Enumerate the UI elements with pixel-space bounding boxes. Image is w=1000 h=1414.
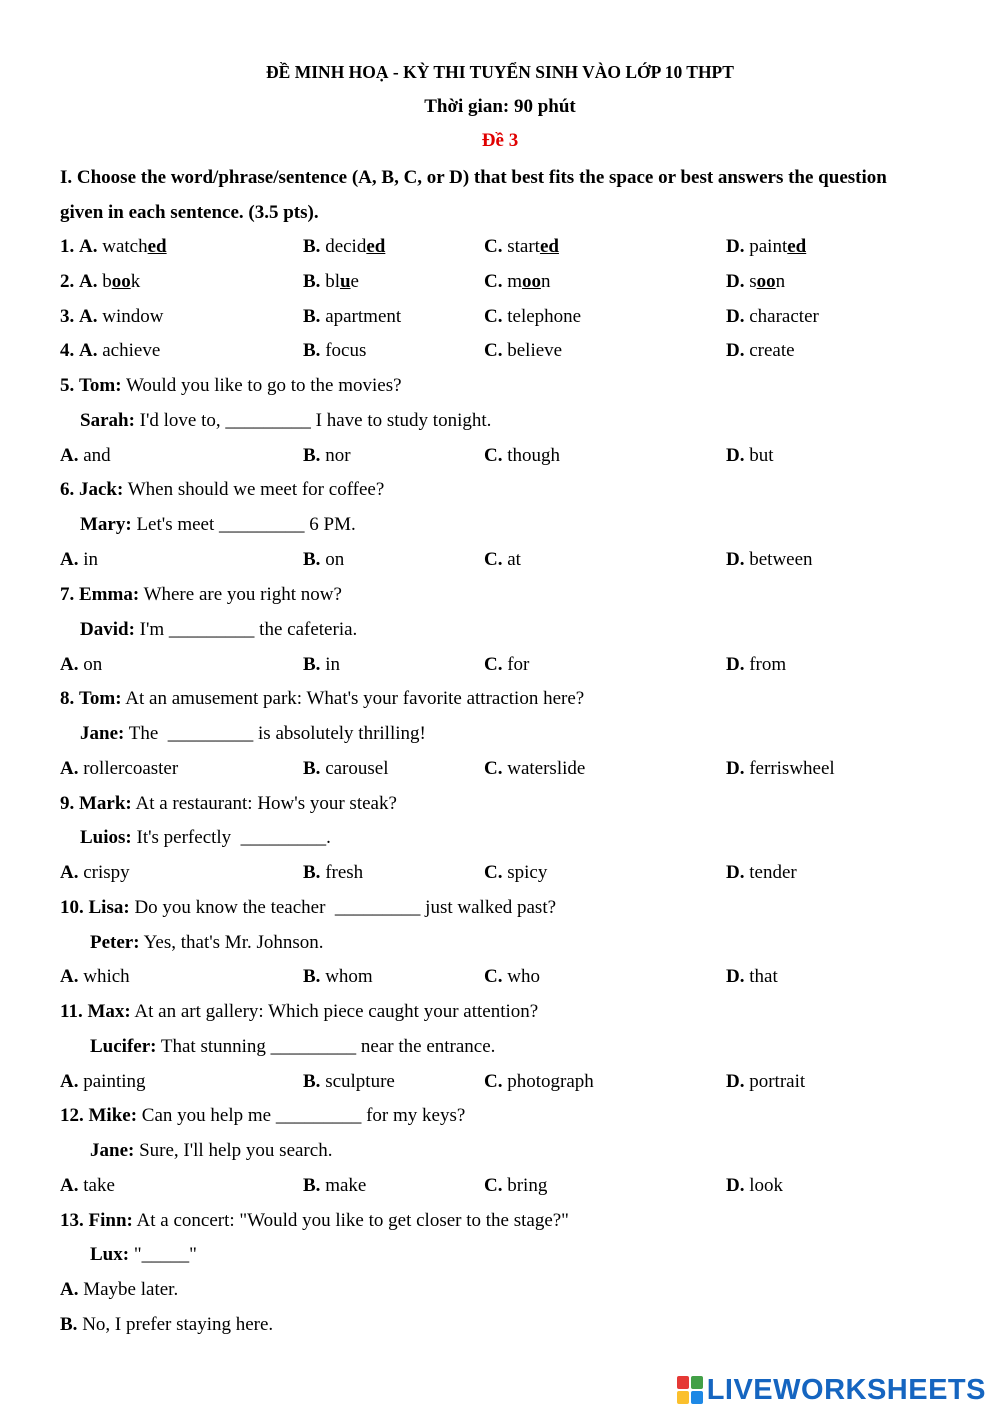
q8-option-b: B. carousel xyxy=(303,758,389,779)
q9-option-a: A. crispy xyxy=(60,862,130,883)
q6-option-b: B. on xyxy=(303,549,345,570)
q6-option-d: D. between xyxy=(726,549,813,570)
q4-option-d: D. create xyxy=(726,340,795,361)
q13-option-b: B. No, I prefer staying here. xyxy=(60,1314,274,1335)
q13-line-1: 13. Finn: At a concert: "Would you like to get closer to the stage?" xyxy=(60,1210,569,1231)
q10-line-2: Peter: Yes, that's Mr. Johnson. xyxy=(90,932,324,953)
q1-option-a: 1. A. watched xyxy=(60,236,167,257)
q11-option-a: A. painting xyxy=(60,1071,146,1092)
q5-line-2: Sarah: I'd love to, _________ I have to study tonight. xyxy=(80,410,492,431)
exam-time: Thời gian: 90 phút xyxy=(424,96,576,117)
q1-option-d: D. painted xyxy=(726,236,807,257)
q5-option-c: C. though xyxy=(484,445,561,466)
q1-option-b: B. decided xyxy=(303,236,386,257)
q12-option-a: A. take xyxy=(60,1175,115,1196)
q12-option-b: B. make xyxy=(303,1175,367,1196)
q12-line-2: Jane: Sure, I'll help you search. xyxy=(90,1140,333,1161)
q5-line-1: 5. Tom: Would you like to go to the movies? xyxy=(60,375,402,396)
q9-line-1: 9. Mark: At a restaurant: How's your steak? xyxy=(60,793,397,814)
q7-line-1: 7. Emma: Where are you right now? xyxy=(60,584,342,605)
q8-option-c: C. waterslide xyxy=(484,758,586,779)
q12-option-d: D. look xyxy=(726,1175,784,1196)
q3-option-c: C. telephone xyxy=(484,306,582,327)
q7-option-a: A. on xyxy=(60,654,103,675)
q13-option-a: A. Maybe later. xyxy=(60,1279,179,1300)
q10-option-d: D. that xyxy=(726,966,778,987)
q12-line-1: 12. Mike: Can you help me _________ for my keys? xyxy=(60,1105,466,1126)
q4-option-a: 4. A. achieve xyxy=(60,340,161,361)
section-instruction xyxy=(60,160,950,230)
liveworksheets-logo-icon xyxy=(677,1376,703,1404)
q8-line-1: 8. Tom: At an amusement park: What's your favorite attraction here? xyxy=(60,688,585,709)
q11-option-b: B. sculpture xyxy=(303,1071,395,1092)
q10-option-a: A. which xyxy=(60,966,130,987)
q10-option-b: B. whom xyxy=(303,966,373,987)
q5-option-a: A. and xyxy=(60,445,111,466)
q6-line-1: 6. Jack: When should we meet for coffee? xyxy=(60,479,385,500)
liveworksheets-logo xyxy=(677,1374,986,1406)
exam-title: ĐỀ MINH HOẠ - KỲ THI TUYỂN SINH VÀO LỚP 10 THPT xyxy=(266,62,734,82)
q5-option-b: B. nor xyxy=(303,445,351,466)
instruction-line-2: given in each sentence. (3.5 pts). xyxy=(60,202,319,223)
q8-option-d: D. ferriswheel xyxy=(726,758,835,779)
q11-line-2: Lucifer: That stunning _________ near the entrance. xyxy=(90,1036,496,1057)
q1-option-c: C. started xyxy=(484,236,559,257)
q10-option-c: C. who xyxy=(484,966,540,987)
q2-option-b: B. blue xyxy=(303,271,359,292)
logo-square-yellow xyxy=(677,1391,689,1404)
liveworksheets-logo-text: LIVEWORKSHEETS xyxy=(706,1373,986,1406)
q2-option-a: 2. A. book xyxy=(60,271,141,292)
q5-option-d: D. but xyxy=(726,445,774,466)
q7-option-c: C. for xyxy=(484,654,530,675)
logo-square-red xyxy=(677,1376,689,1389)
q9-option-b: B. fresh xyxy=(303,862,364,883)
q3-option-a: 3. A. window xyxy=(60,306,164,327)
q8-option-a: A. rollercoaster xyxy=(60,758,179,779)
q6-line-2: Mary: Let's meet _________ 6 PM. xyxy=(80,514,356,535)
q4-option-c: C. believe xyxy=(484,340,563,361)
q9-option-c: C. spicy xyxy=(484,862,548,883)
logo-square-green xyxy=(691,1376,703,1389)
q7-line-2: David: I'm _________ the cafeteria. xyxy=(80,619,358,640)
q11-line-1: 11. Max: At an art gallery: Which piece caught your attention? xyxy=(60,1001,539,1022)
q9-option-d: D. tender xyxy=(726,862,797,883)
q8-line-2: Jane: The _________ is absolutely thrilling! xyxy=(80,723,426,744)
instruction-line-1: I. Choose the word/phrase/sentence (A, B, C, or D) that best fits the space or best answers the question xyxy=(60,167,887,188)
q2-option-c: C. moon xyxy=(484,271,551,292)
q10-line-1: 10. Lisa: Do you know the teacher _________ just walked past? xyxy=(60,897,557,918)
q3-option-d: D. character xyxy=(726,306,819,327)
q4-option-b: B. focus xyxy=(303,340,367,361)
q12-option-c: C. bring xyxy=(484,1175,548,1196)
q11-option-d: D. portrait xyxy=(726,1071,806,1092)
q6-option-c: C. at xyxy=(484,549,521,570)
logo-square-blue xyxy=(691,1391,703,1404)
q2-option-d: D. soon xyxy=(726,271,786,292)
q13-line-2: Lux: "_____" xyxy=(90,1244,197,1265)
q6-option-a: A. in xyxy=(60,549,99,570)
exam-number: Đề 3 xyxy=(481,130,519,151)
q9-line-2: Luios: It's perfectly _________. xyxy=(80,827,331,848)
q11-option-c: C. photograph xyxy=(484,1071,594,1092)
q7-option-b: B. in xyxy=(303,654,340,675)
q3-option-b: B. apartment xyxy=(303,306,402,327)
q7-option-d: D. from xyxy=(726,654,787,675)
